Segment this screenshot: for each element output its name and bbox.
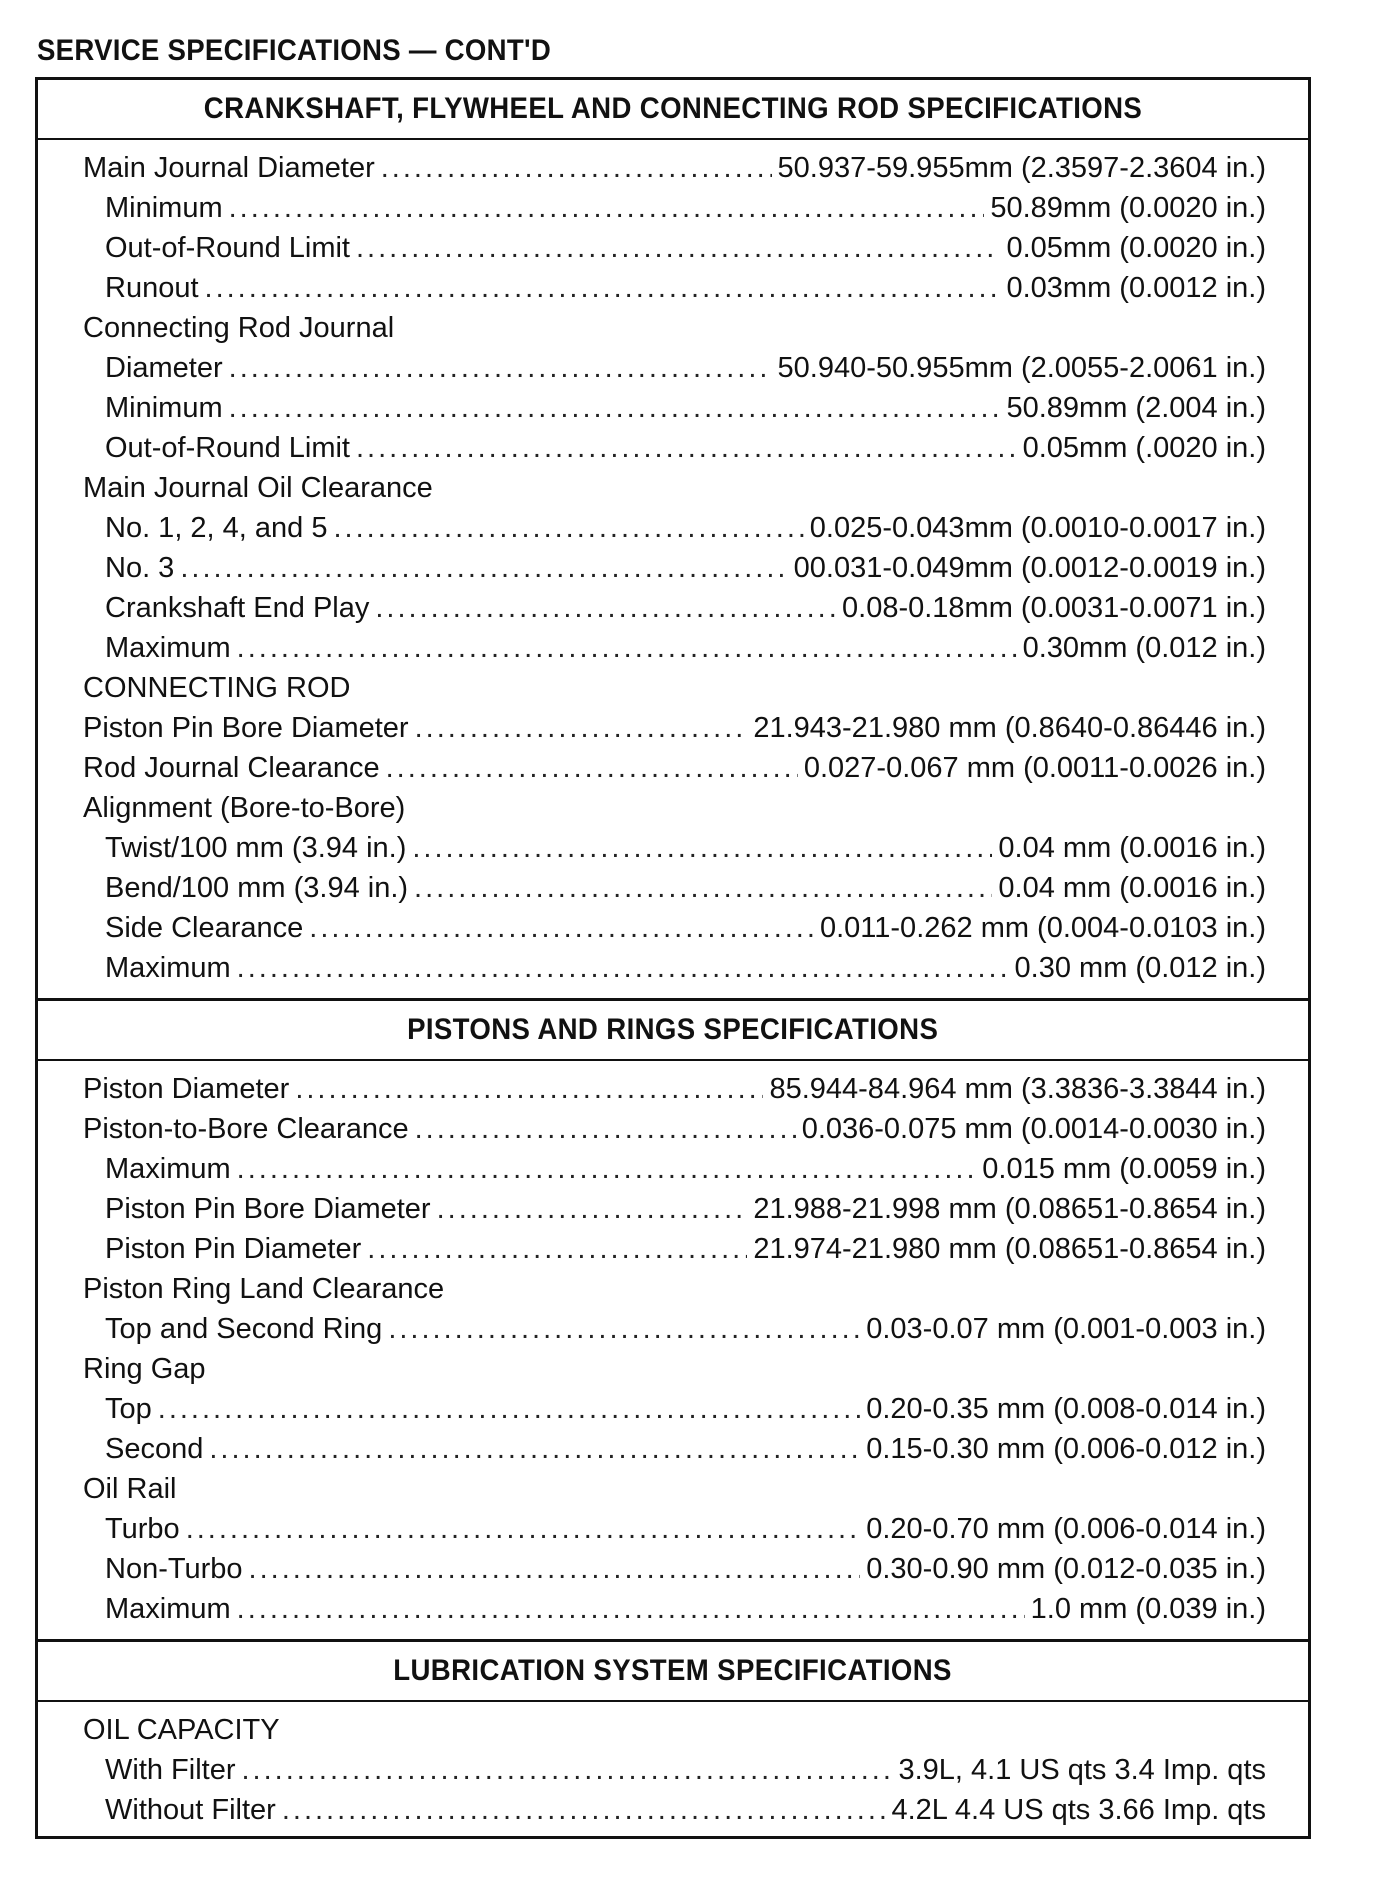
spec-group-label <box>38 308 1308 348</box>
spec-label: Non-Turbo <box>105 1553 243 1585</box>
spec-label: Top <box>105 1393 152 1425</box>
spec-value: 0.015 mm (0.0059 in.) <box>982 1153 1266 1185</box>
leader-dots <box>242 1750 893 1790</box>
spec-label: Maximum <box>105 952 231 984</box>
leader-dots <box>386 748 798 788</box>
spec-label: With Filter <box>105 1754 236 1786</box>
spec-row <box>38 828 1308 868</box>
spec-row <box>38 908 1308 948</box>
spec-value: 0.08-0.18mm (0.0031-0.0071 in.) <box>842 592 1266 624</box>
spec-row <box>38 548 1308 588</box>
spec-value: 0.20-0.35 mm (0.008-0.014 in.) <box>866 1393 1266 1425</box>
spec-value: 0.20-0.70 mm (0.006-0.014 in.) <box>866 1513 1266 1545</box>
leader-dots <box>414 868 992 908</box>
spec-value: 0.15-0.30 mm (0.006-0.012 in.) <box>866 1433 1266 1465</box>
spec-value: 0.05mm (.0020 in.) <box>1022 432 1266 464</box>
spec-group-label <box>38 1469 1308 1509</box>
spec-label: Out-of-Round Limit <box>105 432 350 464</box>
spec-value: 50.937-59.955mm (2.3597-2.3604 in.) <box>777 152 1266 184</box>
spec-label: Piston-to-Bore Clearance <box>83 1113 409 1145</box>
section-header-pistons: PISTONS AND RINGS SPECIFICATIONS <box>38 1001 1308 1061</box>
leader-dots <box>356 228 1000 268</box>
spec-value: 50.89mm (2.004 in.) <box>1006 392 1266 424</box>
spec-value: 0.03-0.07 mm (0.001-0.003 in.) <box>866 1313 1266 1345</box>
leader-dots <box>237 628 1017 668</box>
leader-dots <box>249 1549 861 1589</box>
spec-value: 0.025-0.043mm (0.0010-0.0017 in.) <box>809 512 1266 544</box>
spec-label: Runout <box>105 272 199 304</box>
leader-dots <box>295 1069 763 1109</box>
spec-row <box>38 1389 1308 1429</box>
spec-row <box>38 508 1308 548</box>
spec-label: Maximum <box>105 1153 231 1185</box>
spec-value: 3.9L, 4.1 US qts 3.4 Imp. qts <box>898 1754 1266 1786</box>
spec-group-label <box>38 1349 1308 1389</box>
spec-label: Side Clearance <box>105 912 304 944</box>
leader-dots <box>209 1429 860 1469</box>
leader-dots <box>415 1109 796 1149</box>
spec-label: Piston Pin Diameter <box>105 1233 362 1265</box>
spec-label: Alignment (Bore-to-Bore) <box>83 792 406 824</box>
spec-label: Main Journal Oil Clearance <box>83 472 433 504</box>
spec-value: 0.03mm (0.0012 in.) <box>1006 272 1266 304</box>
spec-label: Twist/100 mm (3.94 in.) <box>105 832 407 864</box>
spec-value: 0.30-0.90 mm (0.012-0.035 in.) <box>866 1553 1266 1585</box>
leader-dots <box>437 1189 748 1229</box>
leader-dots <box>180 548 787 588</box>
spec-label: Maximum <box>105 632 231 664</box>
spec-row <box>38 1750 1308 1790</box>
spec-label: Piston Pin Bore Diameter <box>105 1193 431 1225</box>
leader-dots <box>158 1389 860 1429</box>
spec-value: 4.2L 4.4 US qts 3.66 Imp. qts <box>891 1794 1266 1826</box>
spec-label: Second <box>105 1433 204 1465</box>
spec-row <box>38 348 1308 388</box>
leader-dots <box>205 268 1001 308</box>
spec-value: 0.04 mm (0.0016 in.) <box>998 832 1266 864</box>
spec-value: 0.04 mm (0.0016 in.) <box>998 872 1266 904</box>
spec-value: 0.011-0.262 mm (0.004-0.0103 in.) <box>819 912 1266 944</box>
spec-label: Connecting Rod Journal <box>83 312 395 344</box>
spec-table <box>35 77 1311 1839</box>
leader-dots <box>229 188 985 228</box>
leader-dots <box>356 428 1017 468</box>
leader-dots <box>237 948 1009 988</box>
spec-row <box>38 708 1308 748</box>
spec-row <box>38 188 1308 228</box>
leader-dots <box>237 1589 1025 1629</box>
spec-label: Minimum <box>105 192 223 224</box>
spec-row <box>38 1229 1308 1269</box>
spec-label: No. 3 <box>105 552 175 584</box>
spec-value: 0.05mm (0.0020 in.) <box>1006 232 1266 264</box>
spec-group-label <box>38 788 1308 828</box>
spec-row <box>38 628 1308 668</box>
leader-dots <box>186 1509 861 1549</box>
spec-label: Diameter <box>105 352 223 384</box>
spec-value: 1.0 mm (0.039 in.) <box>1030 1593 1266 1625</box>
leader-dots <box>282 1790 886 1830</box>
leader-dots <box>381 148 772 188</box>
spec-row <box>38 428 1308 468</box>
spec-label: CONNECTING ROD <box>83 672 351 704</box>
spec-label: Out-of-Round Limit <box>105 232 350 264</box>
spec-label: Bend/100 mm (3.94 in.) <box>105 872 409 904</box>
leader-dots <box>333 508 803 548</box>
spec-row <box>38 228 1308 268</box>
spec-row <box>38 748 1308 788</box>
spec-row <box>38 1149 1308 1189</box>
spec-label: Turbo <box>105 1513 180 1545</box>
spec-label: OIL CAPACITY <box>83 1714 280 1746</box>
leader-dots <box>309 908 814 948</box>
leader-dots <box>229 388 1001 428</box>
spec-group-label <box>38 468 1308 508</box>
leader-dots <box>388 1309 860 1349</box>
spec-label: Top and Second Ring <box>105 1313 383 1345</box>
spec-label: Oil Rail <box>83 1473 177 1505</box>
spec-value: 21.974-21.980 mm (0.08651-0.8654 in.) <box>753 1233 1266 1265</box>
spec-value: 0.036-0.075 mm (0.0014-0.0030 in.) <box>801 1113 1266 1145</box>
spec-row <box>38 1790 1308 1830</box>
leader-dots <box>375 588 836 628</box>
spec-value: 0.027-0.067 mm (0.0011-0.0026 in.) <box>803 752 1266 784</box>
spec-value: 0.30 mm (0.012 in.) <box>1014 952 1266 984</box>
spec-group-label <box>38 1269 1308 1309</box>
section-body-pistons <box>38 1061 1308 1642</box>
spec-row <box>38 1589 1308 1629</box>
spec-value: 0.30mm (0.012 in.) <box>1022 632 1266 664</box>
spec-row <box>38 268 1308 308</box>
spec-label: No. 1, 2, 4, and 5 <box>105 512 328 544</box>
leader-dots <box>412 828 992 868</box>
spec-label: Piston Pin Bore Diameter <box>83 712 409 744</box>
page-title: SERVICE SPECIFICATIONS — CONT'D <box>37 34 552 67</box>
spec-group-label <box>38 668 1308 708</box>
leader-dots <box>229 348 772 388</box>
spec-value: 85.944-84.964 mm (3.3836-3.3844 in.) <box>769 1073 1266 1105</box>
spec-row <box>38 1549 1308 1589</box>
spec-label: Piston Diameter <box>83 1073 290 1105</box>
spec-row <box>38 388 1308 428</box>
spec-label: Minimum <box>105 392 223 424</box>
spec-label: Main Journal Diameter <box>83 152 375 184</box>
spec-row <box>38 868 1308 908</box>
spec-value: 50.940-50.955mm (2.0055-2.0061 in.) <box>777 352 1266 384</box>
spec-row <box>38 1429 1308 1469</box>
spec-label: Piston Ring Land Clearance <box>83 1273 445 1305</box>
spec-label: Rod Journal Clearance <box>83 752 380 784</box>
spec-row <box>38 1189 1308 1229</box>
spec-value: 21.988-21.998 mm (0.08651-0.8654 in.) <box>753 1193 1266 1225</box>
spec-label: Ring Gap <box>83 1353 206 1385</box>
spec-value: 50.89mm (0.0020 in.) <box>990 192 1266 224</box>
spec-row <box>38 148 1308 188</box>
leader-dots <box>237 1149 977 1189</box>
section-body-lubrication <box>38 1702 1308 1836</box>
spec-value: 00.031-0.049mm (0.0012-0.0019 in.) <box>793 552 1266 584</box>
spec-row <box>38 1069 1308 1109</box>
leader-dots <box>415 708 748 748</box>
spec-row <box>38 948 1308 988</box>
section-header-lubrication: LUBRICATION SYSTEM SPECIFICATIONS <box>38 1642 1308 1702</box>
spec-row <box>38 1109 1308 1149</box>
spec-label: Crankshaft End Play <box>105 592 370 624</box>
spec-value: 21.943-21.980 mm (0.8640-0.86446 in.) <box>753 712 1266 744</box>
spec-row <box>38 1309 1308 1349</box>
spec-row <box>38 1509 1308 1549</box>
section-header-crankshaft: CRANKSHAFT, FLYWHEEL AND CONNECTING ROD SPECIFICATIONS <box>38 80 1308 140</box>
spec-label: Without Filter <box>105 1794 276 1826</box>
spec-label: Maximum <box>105 1593 231 1625</box>
section-body-crankshaft <box>38 140 1308 1001</box>
spec-group-label <box>38 1710 1308 1750</box>
spec-row <box>38 588 1308 628</box>
leader-dots <box>367 1229 747 1269</box>
